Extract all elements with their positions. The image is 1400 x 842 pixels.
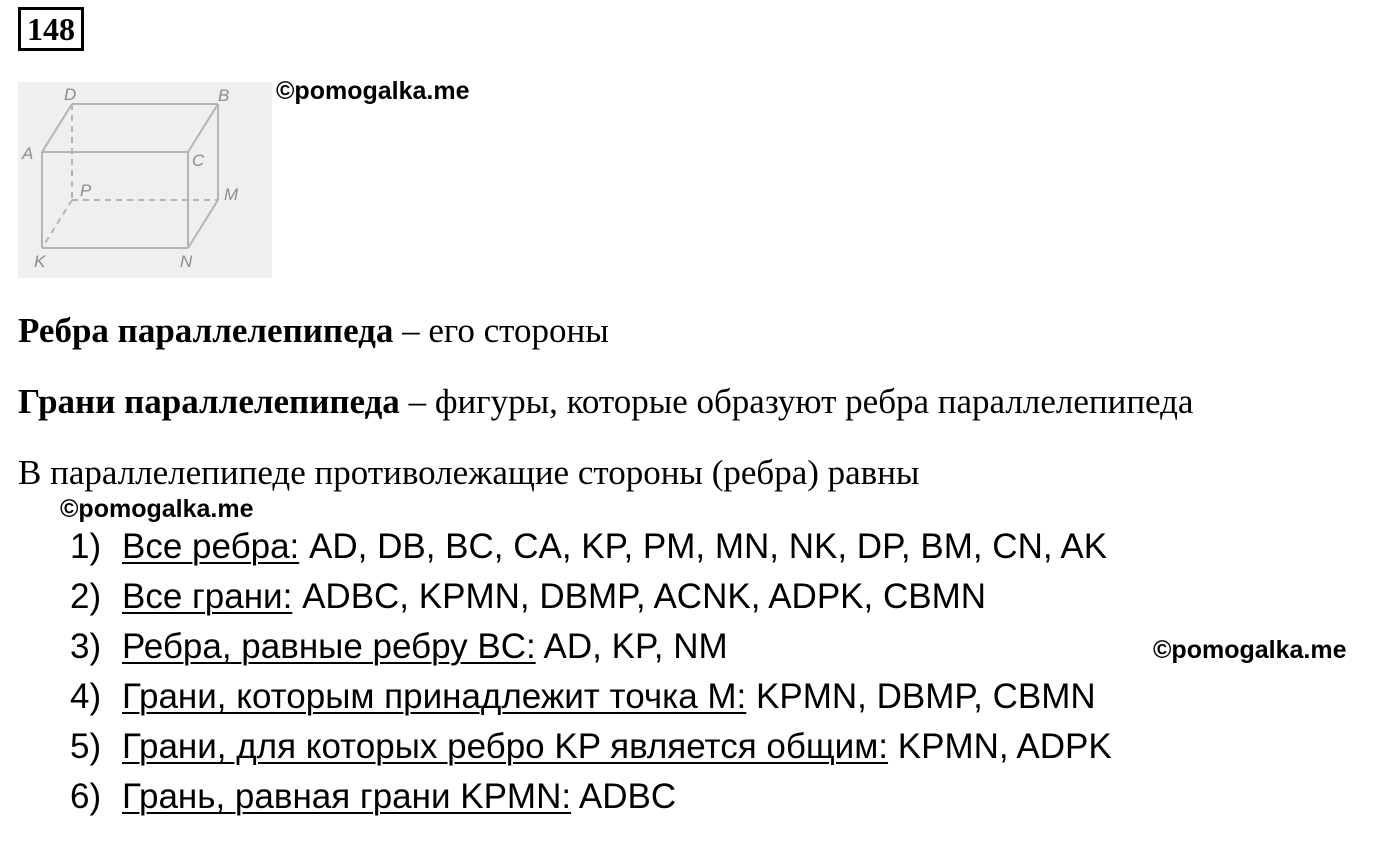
- statement: В параллелепипеде противолежащие стороны (ребра) равны: [18, 453, 920, 492]
- item-label: Все грани:: [122, 577, 293, 616]
- item-number: 4): [70, 677, 102, 716]
- vertex-label-k: K: [34, 252, 46, 271]
- item-label: Все ребра:: [122, 527, 300, 566]
- item-label: Грань, равная грани KPMN:: [122, 777, 572, 816]
- vertex-label-d: D: [64, 85, 77, 104]
- item-label: Грани, которым принадлежит точка M:: [122, 677, 747, 716]
- item-value: KPMN, ADPK: [888, 727, 1112, 766]
- item-number: 5): [70, 727, 102, 766]
- definition-text: – фигуры, которые образуют ребра параллелепипеда: [399, 382, 1194, 421]
- item-label: Ребра, равные ребру BC:: [122, 627, 536, 666]
- list-item: [70, 677, 1112, 727]
- watermark: ©pomogalka.me: [60, 495, 254, 523]
- item-value: ADBC, KPMN, DBMP, ACNK, ADPK, CBMN: [292, 577, 987, 616]
- list-item: [70, 727, 1112, 777]
- vertex-label-a: A: [22, 144, 34, 163]
- item-value: ADBC: [571, 777, 677, 816]
- problem-number: 148: [18, 7, 84, 51]
- definition-faces: [18, 384, 1193, 419]
- item-number: 6): [70, 777, 102, 816]
- definition-text: – его стороны: [393, 311, 609, 350]
- list-item: [70, 527, 1112, 577]
- item-number: 1): [70, 527, 102, 566]
- vertex-label-b: B: [218, 86, 230, 105]
- definition-term: Ребра параллелепипеда: [18, 311, 394, 350]
- vertex-label-p: P: [80, 181, 92, 200]
- definition-term: Грани параллелепипеда: [18, 382, 400, 421]
- vertex-label-m: M: [224, 185, 239, 204]
- list-item: [70, 627, 1112, 677]
- item-value: AD, KP, NM: [535, 627, 728, 666]
- watermark: ©pomogalka.me: [276, 77, 470, 105]
- parallelepiped-diagram: [18, 82, 272, 278]
- item-number: 2): [70, 577, 102, 616]
- vertex-label-c: C: [192, 151, 205, 170]
- item-label: Грани, для которых ребро KP является общим:: [122, 727, 889, 766]
- vertex-label-n: N: [180, 252, 193, 271]
- item-value: KPMN, DBMP, CBMN: [746, 677, 1096, 716]
- list-item: [70, 777, 1112, 827]
- watermark: ©pomogalka.me: [1153, 636, 1347, 664]
- item-value: AD, DB, BC, CA, KP, PM, MN, NK, DP, BM, CN, AK: [299, 527, 1108, 566]
- list-item: [70, 577, 1112, 627]
- answers-list: [70, 527, 1112, 827]
- definition-edges: [18, 313, 609, 348]
- item-number: 3): [70, 627, 102, 666]
